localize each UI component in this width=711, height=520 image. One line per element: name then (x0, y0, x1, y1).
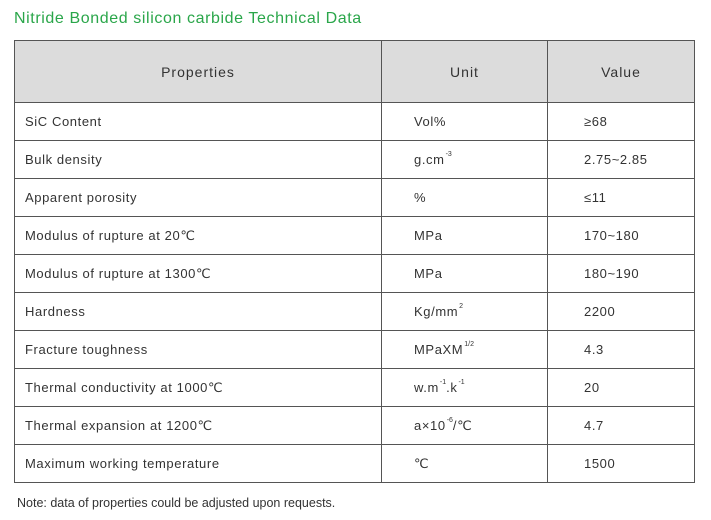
unit-base: MPa (414, 266, 443, 281)
unit-superscript: 2 (459, 303, 464, 310)
cell-property: Maximum working temperature (15, 445, 382, 483)
cell-value: ≤11 (548, 179, 695, 217)
header-value: Value (548, 41, 695, 103)
cell-unit (382, 331, 548, 369)
cell-property: Thermal conductivity at 1000℃ (15, 369, 382, 407)
unit-suffix: .k (446, 380, 458, 395)
cell-value: 170~180 (548, 217, 695, 255)
cell-value: 20 (548, 369, 695, 407)
cell-unit (382, 255, 548, 293)
cell-value: 1500 (548, 445, 695, 483)
unit-superscript: 1/2 (464, 341, 474, 348)
cell-property: Thermal expansion at 1200℃ (15, 407, 382, 445)
unit-base: w.m (414, 380, 439, 395)
cell-property: Modulus of rupture at 20℃ (15, 217, 382, 255)
table-row (15, 445, 695, 483)
cell-value: 4.3 (548, 331, 695, 369)
table-row (15, 331, 695, 369)
unit-superscript: -6 (446, 416, 453, 424)
unit-base: a×10 (414, 417, 446, 433)
footnote: Note: data of properties could be adjusted upon requests. (17, 496, 336, 510)
cell-value: 4.7 (548, 407, 695, 445)
cell-unit (382, 103, 548, 141)
cell-property: Hardness (15, 293, 382, 331)
cell-property: Bulk density (15, 141, 382, 179)
cell-unit (382, 445, 548, 483)
table-row (15, 103, 695, 141)
unit-suffix: /℃ (452, 417, 473, 433)
cell-unit (382, 293, 548, 331)
table-row (15, 217, 695, 255)
table-row (15, 369, 695, 407)
unit-superscript: -3 (445, 151, 452, 158)
cell-property: SiC Content (15, 103, 382, 141)
table-row (15, 293, 695, 331)
technical-data-table (14, 40, 695, 483)
unit-base: Vol% (414, 114, 447, 129)
table-row (15, 179, 695, 217)
unit-superscript: -1 (439, 379, 447, 386)
unit-base: % (414, 190, 427, 205)
cell-property: Modulus of rupture at 1300℃ (15, 255, 382, 293)
cell-property: Apparent porosity (15, 179, 382, 217)
cell-unit (382, 407, 548, 445)
unit-base: Kg/mm (414, 304, 459, 319)
unit-superscript: -1 (458, 379, 465, 386)
unit-base: ℃ (414, 455, 430, 471)
unit-base: MPa (414, 228, 443, 243)
header-unit: Unit (382, 41, 548, 103)
cell-value: 180~190 (548, 255, 695, 293)
cell-unit (382, 179, 548, 217)
unit-base: MPaXM (414, 342, 464, 357)
unit-base: g.cm (414, 152, 445, 167)
cell-value: ≥68 (548, 103, 695, 141)
cell-unit (382, 217, 548, 255)
table-row (15, 255, 695, 293)
cell-value: 2200 (548, 293, 695, 331)
page-title: Nitride Bonded silicon carbide Technical Data (14, 10, 362, 27)
cell-unit (382, 369, 548, 407)
cell-unit (382, 141, 548, 179)
table-header-row (15, 41, 695, 103)
header-properties: Properties (15, 41, 382, 103)
cell-property: Fracture toughness (15, 331, 382, 369)
table-row (15, 407, 695, 445)
table-row (15, 141, 695, 179)
cell-value: 2.75~2.85 (548, 141, 695, 179)
